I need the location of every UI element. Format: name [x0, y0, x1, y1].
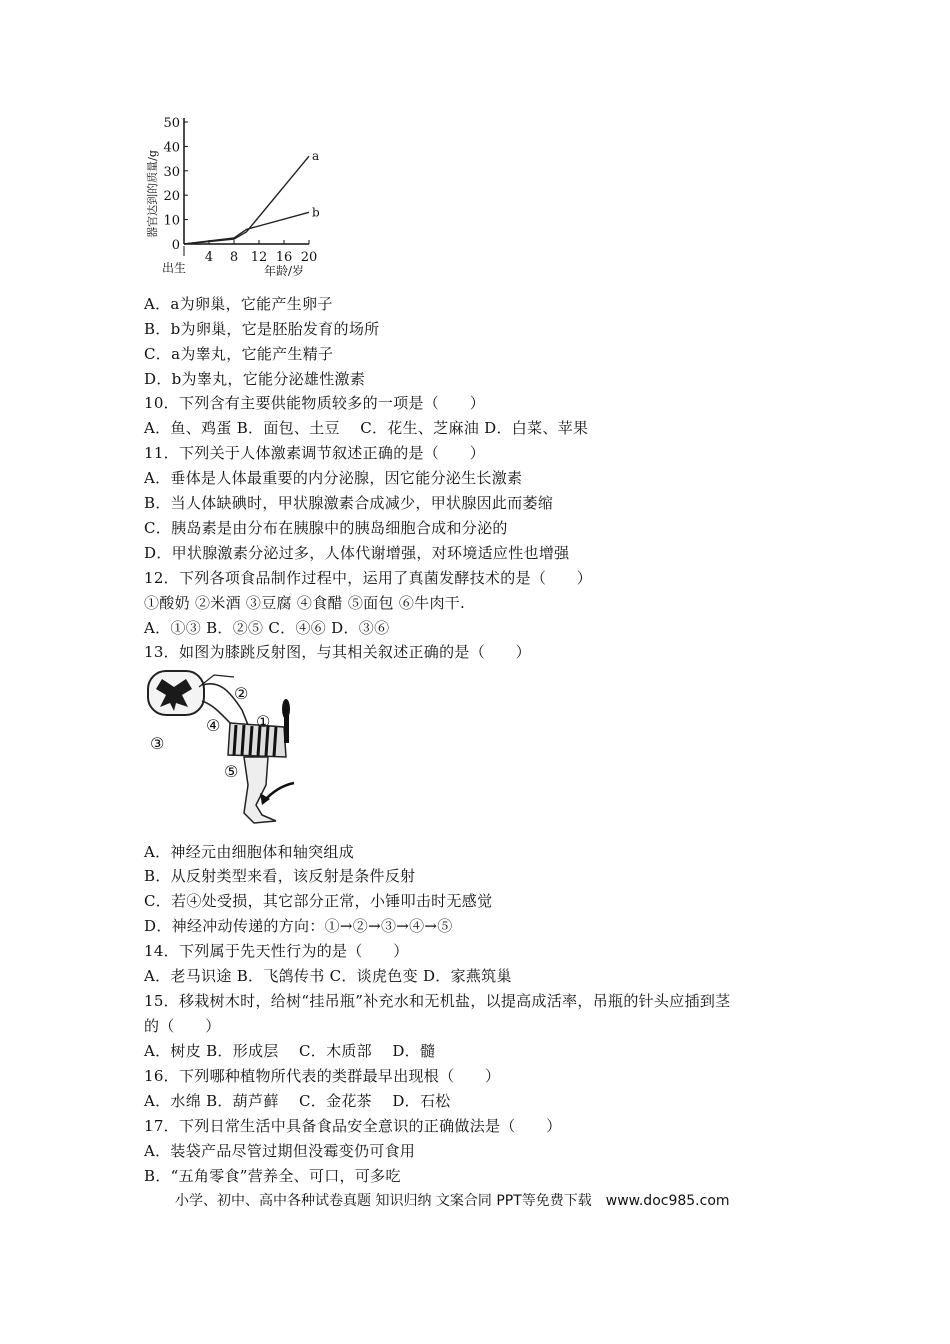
series-line-a	[184, 156, 309, 244]
text-line: A．神经元由细胞体和轴突组成	[144, 843, 355, 861]
series-label-a: a	[312, 149, 320, 164]
text-line: C．胰岛素是由分布在胰腺中的胰岛细胞合成和分泌的	[144, 519, 508, 537]
text-line: 17．下列日常生活中具备食品安全意识的正确做法是（ ）	[144, 1117, 562, 1135]
text-line: A．①③ B．②⑤ C．④⑥ D．③⑥	[144, 619, 390, 637]
text-line: D．神经冲动传递的方向：①→②→③→④→⑤	[144, 917, 453, 935]
y-tick-label: 30	[163, 164, 180, 180]
hammer-head	[282, 699, 290, 719]
label-2: ②	[234, 684, 249, 703]
text-line: 14．下列属于先天性行为的是（ ）	[144, 942, 409, 960]
text-line: 11．下列关于人体激素调节叙述正确的是（ ）	[144, 444, 485, 462]
label-4: ④	[206, 716, 221, 735]
text-line: 13．如图为膝跳反射图，与其相关叙述正确的是（ ）	[144, 643, 531, 661]
chart-ylabel: 器官达到的质量/g	[146, 150, 159, 238]
lower-leg	[244, 757, 276, 823]
text-line: ①酸奶 ②米酒 ③豆腐 ④食醋 ⑤面包 ⑥牛肉干.	[144, 594, 466, 612]
text-line: A．a为卵巢，它能产生卵子	[144, 295, 333, 313]
text-line: D．b为睾丸，它能分泌雄性激素	[144, 370, 366, 388]
y-tick-label: 10	[163, 213, 180, 229]
x-tick-label: 16	[275, 250, 293, 265]
x-tick-label: 20	[300, 250, 318, 265]
page-footer: 小学、初中、高中各种试卷真题 知识归纳 文案合同 PPT等免费下载 www.doc985.com	[175, 1193, 730, 1209]
text-line: 15．移栽树木时，给树“挂吊瓶”补充水和无机盐，以提高成活率，吊瓶的针头应插到茎	[144, 992, 731, 1010]
text-line: 16．下列哪种植物所代表的类群最早出现根（ ）	[144, 1067, 501, 1085]
x-tick-label: 出生	[161, 261, 187, 275]
x-tick-label: 8	[229, 250, 239, 265]
series-label-b: b	[312, 205, 320, 220]
text-line: A．水绵 B．葫芦藓 C．金花茶 D．石松	[144, 1092, 451, 1110]
x-tick-label: 4	[204, 250, 214, 265]
text-line: 12．下列各项食品制作过程中，运用了真菌发酵技术的是（ ）	[144, 569, 593, 587]
knee-jerk-reflex-figure	[144, 665, 304, 827]
text-line: B．从反射类型来看，该反射是条件反射	[144, 867, 416, 885]
y-tick-label: 0	[171, 238, 180, 253]
text-line: A．老马识途 B．飞鸽传书 C．谈虎色变 D．家燕筑巢	[144, 967, 512, 985]
label-5: ⑤	[224, 762, 239, 781]
organ-mass-chart	[144, 112, 320, 278]
text-line: C．若④处受损，其它部分正常，小锤叩击时无感觉	[144, 892, 493, 910]
text-line: 的（ ）	[144, 1017, 221, 1035]
text-line: C．a为睾丸，它能产生精子	[144, 345, 334, 363]
text-line: D．甲状腺激素分泌过多，人体代谢增强，对环境适应性也增强	[144, 544, 570, 562]
y-tick-label: 50	[163, 116, 180, 131]
text-line: A．装袋产品尽管过期但没霉变仍可食用	[144, 1142, 416, 1160]
text-line: A．树皮 B．形成层 C．木质部 D．髓	[144, 1042, 436, 1060]
series-line-b	[184, 212, 309, 244]
y-tick-label: 20	[163, 189, 180, 205]
text-line: B．b为卵巢，它是胚胎发育的场所	[144, 320, 380, 338]
text-line: B．“五角零食”营养全、可口，可多吃	[144, 1167, 401, 1185]
x-tick-label: 12	[250, 250, 268, 265]
text-line: A．垂体是人体最重要的内分泌腺，因它能分泌生长激素	[144, 469, 523, 487]
label-3: ③	[150, 734, 165, 753]
text-line: A．鱼、鸡蛋 B．面包、土豆 C．花生、芝麻油 D．白菜、苹果	[144, 419, 589, 437]
label-1: ①	[256, 712, 271, 731]
text-line: B．当人体缺碘时，甲状腺激素合成减少，甲状腺因此而萎缩	[144, 494, 554, 512]
text-line: 10．下列含有主要供能物质较多的一项是（ ）	[144, 394, 485, 412]
x-axis-label: 年龄/岁	[263, 264, 305, 278]
y-tick-label: 40	[163, 140, 180, 156]
